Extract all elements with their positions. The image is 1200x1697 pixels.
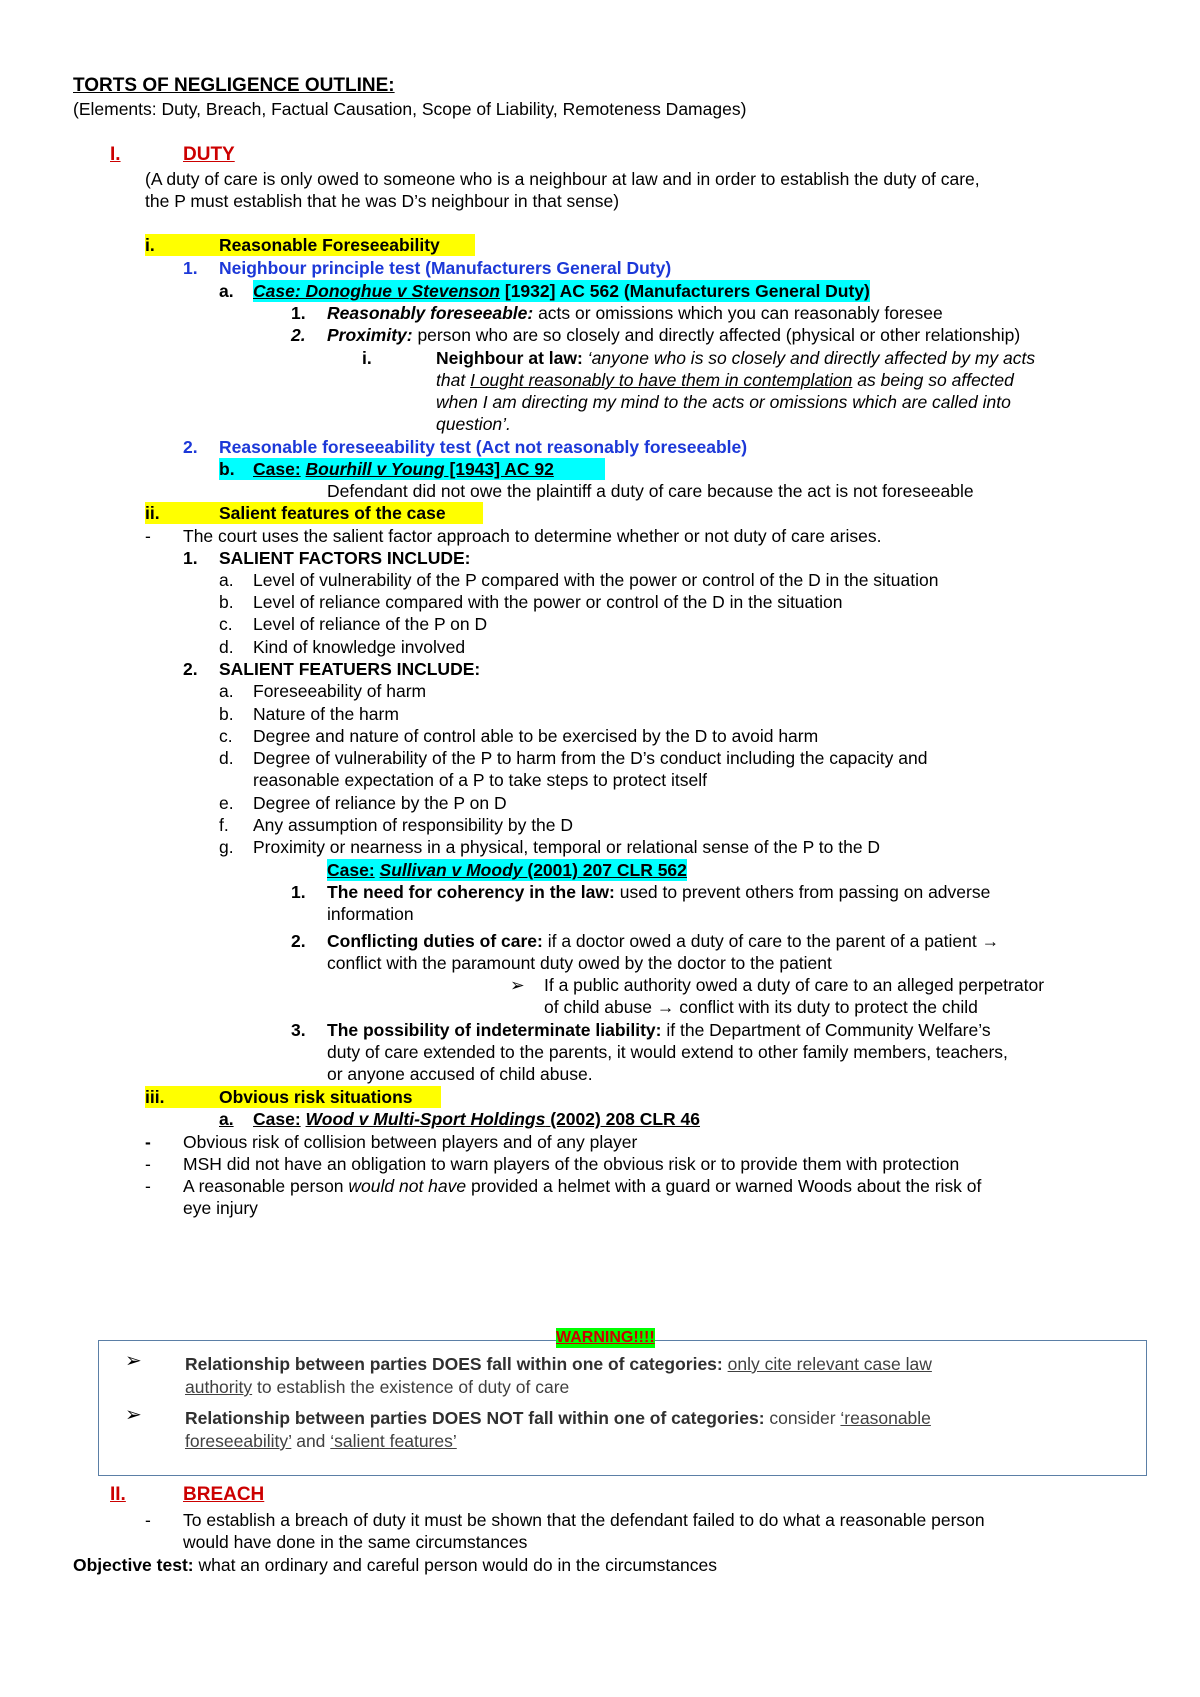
list-item: Level of reliance compared with the power or control of the D in the situation	[253, 592, 843, 612]
objective-test	[73, 1554, 717, 1576]
list-item-continuation: reasonable expectation of a P to take steps to protect itself	[253, 770, 707, 790]
case-label: Case:	[253, 1109, 301, 1129]
list-item: Proximity or nearness in a physical, temporal or relational sense of the P to the D	[253, 837, 881, 857]
list-item: Level of vulnerability of the P compared with the power or control of the D in the situation	[253, 570, 939, 590]
neighbour-at-law-line-2	[436, 369, 1014, 391]
conflicting-duties-point	[327, 930, 999, 952]
list-item: Nature of the harm	[253, 704, 399, 724]
subsection-numeral: ii.	[145, 503, 160, 523]
point-number: 1.	[291, 882, 306, 902]
arrow-bullet-icon: ➢	[125, 1350, 142, 1372]
warning-text: consider	[764, 1408, 841, 1428]
case-label: Case: Donoghue v Stevenson	[253, 281, 500, 301]
coherency-point	[327, 881, 990, 903]
point-emphasis: would not have	[348, 1176, 467, 1196]
subsection-heading: Salient features of the case	[219, 503, 446, 523]
point-text: provided a helmet with a guard or warned Woods about the risk of	[466, 1176, 982, 1196]
nb-quote: ‘anyone who is so closely and directly affected by my acts	[582, 348, 1036, 368]
subsection-numeral: i.	[145, 235, 155, 255]
reasonably-foreseeable-item	[327, 302, 943, 324]
case-letter: b.	[219, 459, 235, 479]
item-term: Reasonably foreseeable:	[327, 303, 534, 323]
case-cite: [1943] AC 92	[444, 459, 554, 479]
subsection-numeral: iii.	[145, 1087, 165, 1107]
list-item-letter: d.	[219, 748, 234, 768]
nb-numeral: i.	[362, 348, 372, 368]
point-text: if the Department of Community Welfare’s	[661, 1020, 991, 1040]
obvious-risk-point	[183, 1175, 981, 1197]
indeterminate-liability-cont: duty of care extended to the parents, it would extend to other family members, teachers,	[327, 1042, 1008, 1062]
point-text: used to prevent others from passing on adverse	[614, 882, 991, 902]
proximity-item	[327, 324, 1020, 346]
case-letter: a.	[219, 1109, 234, 1129]
list-item: Foreseeability of harm	[253, 681, 427, 701]
case-name: Bourhill v Young	[305, 459, 445, 479]
warning-underlined: ‘reasonable	[840, 1408, 931, 1428]
breach-point-cont: would have done in the same circumstances	[183, 1532, 528, 1552]
list-item-letter: b.	[219, 704, 234, 724]
test-1-text: Neighbour principle test (Manufacturers General Duty)	[219, 258, 672, 278]
list-item-letter: f.	[219, 815, 229, 835]
list-item: Degree of vulnerability of the P to harm from the D’s conduct including the capacity and	[253, 748, 928, 768]
section-numeral-breach: II.	[110, 1484, 126, 1505]
warning-underlined: foreseeability’	[185, 1431, 292, 1451]
neighbour-at-law-line-4: question’.	[436, 414, 511, 434]
test-2-text: Reasonable foreseeability test (Act not reasonably foreseeable)	[219, 437, 748, 457]
factors-number: 1.	[183, 548, 198, 568]
obvious-risk-point: Obvious risk of collision between players and of any player	[183, 1132, 638, 1152]
warning-term: Relationship between parties DOES NOT fall within one of categories:	[185, 1408, 765, 1428]
case-name: Wood v Multi-Sport Holdings	[305, 1109, 546, 1129]
list-item: Any assumption of responsibility by the D	[253, 815, 574, 835]
item-text: person who are so closely and directly affected (physical or other relationship)	[412, 325, 1021, 345]
dash-bullet: -	[145, 1154, 151, 1174]
objective-test-term: Objective test:	[73, 1555, 194, 1575]
warning-title: WARNING!!!!	[556, 1329, 655, 1346]
arrow-bullet-icon: ➢	[125, 1404, 142, 1426]
point-term: Conflicting duties of care:	[327, 931, 543, 951]
case-cite: (2001) 207 CLR 562	[522, 860, 687, 880]
neighbour-at-law-line-3: when I am directing my mind to the acts or omissions which are called into	[436, 392, 1011, 412]
warning-underlined: only cite relevant case law	[727, 1354, 932, 1374]
item-number: 2.	[291, 325, 306, 345]
nb-quote: as being so affected	[852, 370, 1014, 390]
subsection-heading: Reasonable Foreseeability	[219, 235, 440, 255]
point-text: if a doctor owed a duty of care to the parent of a patient →	[542, 931, 1000, 951]
salient-factors-heading: SALIENT FACTORS INCLUDE:	[219, 548, 471, 568]
subsection-salient-features	[145, 502, 483, 524]
list-item-letter: c.	[219, 726, 233, 746]
obvious-risk-point-cont: eye injury	[183, 1198, 258, 1218]
dash-bullet: -	[145, 1510, 151, 1530]
item-text: acts or omissions which you can reasonably foresee	[533, 303, 943, 323]
list-item-letter: g.	[219, 837, 234, 857]
elements-line: (Elements: Duty, Breach, Factual Causation, Scope of Liability, Remoteness Damages)	[73, 99, 747, 119]
warning-text: to establish the existence of duty of care	[252, 1377, 570, 1397]
list-item-letter: a.	[219, 681, 234, 701]
arrow-point: If a public authority owed a duty of care to an alleged perpetrator	[544, 975, 1045, 995]
nb-quote: that	[436, 370, 471, 390]
warning-text: and	[291, 1431, 331, 1451]
test-2-number: 2.	[183, 437, 198, 457]
subsection-obvious-risk	[145, 1086, 441, 1108]
list-item: Kind of knowledge involved	[253, 637, 466, 657]
item-term: Proximity:	[327, 325, 413, 345]
list-item: Level of reliance of the P on D	[253, 614, 488, 634]
duty-intro-1: (A duty of care is only owed to someone who is a neighbour at law and in order to establish the duty of care,	[145, 169, 980, 189]
section-heading-breach: BREACH	[183, 1484, 265, 1505]
list-item: Degree and nature of control able to be exercised by the D to avoid harm	[253, 726, 819, 746]
salient-features-heading: SALIENT FEATUERS INCLUDE:	[219, 659, 481, 679]
neighbour-at-law-line-1	[436, 347, 1035, 369]
list-item-letter: e.	[219, 793, 234, 813]
conflicting-duties-point-cont: conflict with the paramount duty owed by the doctor to the patient	[327, 953, 832, 973]
nb-term: Neighbour at law:	[436, 348, 583, 368]
dash-bullet: -	[145, 526, 151, 546]
duty-intro-2: the P must establish that he was D’s neighbour in that sense)	[145, 191, 620, 211]
warning-term: Relationship between parties DOES fall within one of categories:	[185, 1354, 723, 1374]
warning-item-2-cont	[185, 1430, 457, 1452]
case-bourhill	[219, 458, 605, 480]
coherency-point-cont: information	[327, 904, 414, 924]
objective-test-text: what an ordinary and careful person would do in the circumstances	[193, 1555, 717, 1575]
list-item-letter: b.	[219, 592, 234, 612]
breach-point: To establish a breach of duty it must be shown that the defendant failed to do what a reasonable person	[183, 1510, 985, 1530]
arrow-bullet-icon: ➢	[510, 975, 525, 995]
list-item: Degree of reliance by the P on D	[253, 793, 507, 813]
list-item-letter: c.	[219, 614, 233, 634]
salient-intro: The court uses the salient factor approach to determine whether or not duty of care arises.	[183, 526, 882, 546]
warning-underlined: authority	[185, 1377, 253, 1397]
features-number: 2.	[183, 659, 198, 679]
indeterminate-liability-point	[327, 1019, 991, 1041]
list-item-letter: d.	[219, 637, 234, 657]
section-numeral-duty: I.	[110, 144, 121, 165]
dash-bullet: -	[145, 1132, 151, 1152]
arrow-point-cont: of child abuse → conflict with its duty to protect the child	[544, 997, 978, 1017]
section-heading-duty: DUTY	[183, 144, 235, 165]
subsection-heading: Obvious risk situations	[219, 1087, 413, 1107]
page-title: TORTS OF NEGLIGENCE OUTLINE:	[73, 75, 395, 96]
warning-item-2	[185, 1407, 931, 1429]
case-label: Case:	[253, 459, 301, 479]
warning-item-1-cont	[185, 1376, 569, 1398]
point-term: The possibility of indeterminate liability:	[327, 1020, 662, 1040]
case-name: Sullivan v Moody	[379, 860, 523, 880]
point-number: 3.	[291, 1020, 306, 1040]
case-a-letter: a.	[219, 281, 234, 301]
point-number: 2.	[291, 931, 306, 951]
obvious-risk-point: MSH did not have an obligation to warn players of the obvious risk or to provide them with protection	[183, 1154, 960, 1174]
case-bourhill-note: Defendant did not owe the plaintiff a duty of care because the act is not foreseeable	[327, 481, 974, 501]
case-cite: (2002) 208 CLR 46	[545, 1109, 700, 1129]
case-sullivan	[327, 859, 687, 881]
item-number: 1.	[291, 303, 306, 323]
subsection-reasonable-foreseeability	[145, 234, 475, 256]
warning-item-1	[185, 1353, 932, 1375]
warning-underlined: ‘salient features’	[330, 1431, 457, 1451]
case-donoghue	[253, 280, 870, 302]
point-text: A reasonable person	[183, 1176, 349, 1196]
indeterminate-liability-cont: or anyone accused of child abuse.	[327, 1064, 593, 1084]
list-item-letter: a.	[219, 570, 234, 590]
dash-bullet: -	[145, 1176, 151, 1196]
case-cite: [1932] AC 562 (Manufacturers General Duty)	[500, 281, 870, 301]
point-term: The need for coherency in the law:	[327, 882, 615, 902]
test-1-number: 1.	[183, 258, 198, 278]
case-label: Case:	[327, 860, 375, 880]
nb-quote-underlined: I ought reasonably to have them in contemplation	[470, 370, 853, 390]
